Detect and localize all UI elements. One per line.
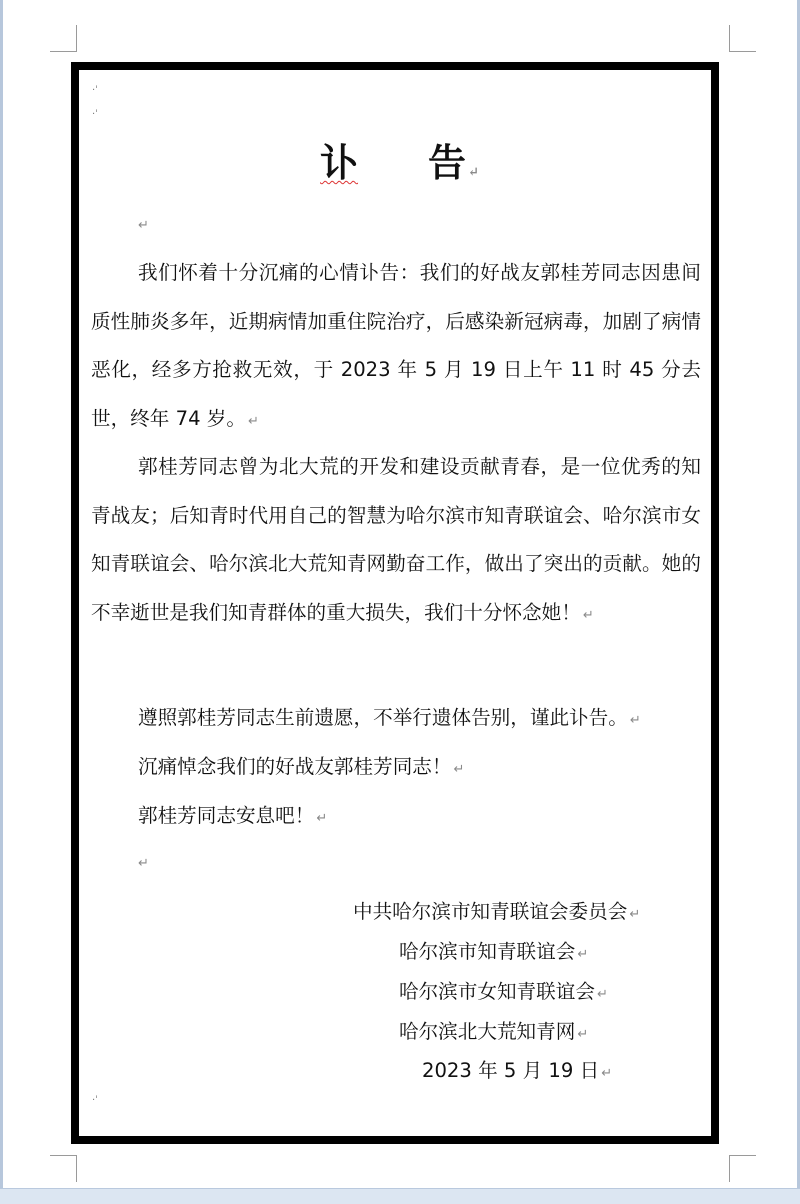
body-paragraph-3[interactable] — [138, 704, 641, 735]
paragraph-mark: ↵ — [577, 947, 589, 962]
signature-1-text: 中共哈尔滨市知青联谊会委员会 — [353, 900, 628, 923]
crop-mark-bottom-right — [729, 1155, 756, 1182]
signature-line-3[interactable] — [399, 978, 608, 1009]
signature-4-text: 哈尔滨北大荒知青网 — [399, 1020, 576, 1043]
paragraph-mark: ↵ — [247, 413, 259, 429]
paragraph-mark: ↵ — [316, 811, 328, 826]
paragraph-4-text: 沉痛悼念我们的好战友郭桂芳同志！ — [138, 755, 452, 778]
paragraph-mark: ↵ — [629, 907, 641, 922]
page-title[interactable] — [320, 138, 479, 198]
paragraph-1-text: 我们怀着十分沉痛的心情讣告：我们的好战友郭桂芳同志因患间质性肺炎多年，近期病情加重住院治疗，后感染新冠病毒，加剧了病情恶化，经多方抢救无效，于 2023 年 5 月 19 日上午 11 时 45 分去世，终年 74 岁。 — [91, 261, 701, 430]
paragraph-mark: ↵ — [468, 165, 479, 180]
paragraph-mark: ↵ — [601, 1066, 613, 1081]
title-char-1: 讣 — [320, 140, 359, 185]
paragraph-2-text: 郭桂芳同志曾为北大荒的开发和建设贡献青春，是一位优秀的知青战友；后知青时代用自己的智慧为哈尔滨市知青联谊会、哈尔滨市女知青联谊会、哈尔滨北大荒知青网勤奋工作，做出了突出的贡献。她的不幸逝世是我们知青群体的重大损失，我们十分怀念她！ — [91, 455, 701, 624]
signature-3-text: 哈尔滨市女知青联谊会 — [399, 980, 595, 1003]
empty-paragraph[interactable] — [138, 856, 149, 871]
empty-paragraph[interactable] — [138, 218, 149, 233]
paragraph-5-text: 郭桂芳同志安息吧！ — [138, 804, 315, 827]
paragraph-mark: ↵ — [138, 856, 149, 871]
paragraph-3-text: 遵照郭桂芳同志生前遗愿，不举行遗体告别，谨此讣告。 — [138, 706, 628, 729]
date-line[interactable] — [422, 1057, 612, 1088]
body-paragraph-5[interactable] — [138, 802, 327, 833]
paragraph-mark: ↵ — [453, 762, 465, 777]
paragraph-mark: ↵ — [582, 607, 594, 623]
paragraph-mark: ↵ — [629, 713, 641, 728]
window-left-edge — [0, 0, 3, 1190]
body-paragraph-4[interactable] — [138, 753, 464, 784]
paragraph-mark: ↵ — [596, 987, 608, 1002]
crop-mark-bottom-left — [50, 1155, 77, 1182]
body-paragraph-2[interactable] — [91, 443, 701, 640]
crop-mark-top-right — [729, 25, 756, 52]
anchor-mark: ·ˈ — [92, 109, 98, 120]
signature-line-2[interactable] — [399, 938, 588, 969]
paragraph-mark: ↵ — [138, 218, 149, 233]
date-text: 2023 年 5 月 19 日 — [422, 1059, 600, 1082]
anchor-mark: ·ˈ — [92, 85, 98, 96]
crop-mark-top-left — [50, 25, 77, 52]
paragraph-mark: ↵ — [577, 1027, 589, 1042]
anchor-mark: ·ˈ — [92, 1095, 98, 1106]
window-status-strip — [0, 1188, 800, 1204]
body-paragraph-1[interactable] — [91, 249, 701, 446]
signature-2-text: 哈尔滨市知青联谊会 — [399, 940, 576, 963]
signature-line-1[interactable] — [353, 898, 640, 929]
signature-line-4[interactable] — [399, 1018, 588, 1049]
title-char-2: 告 — [428, 140, 467, 185]
